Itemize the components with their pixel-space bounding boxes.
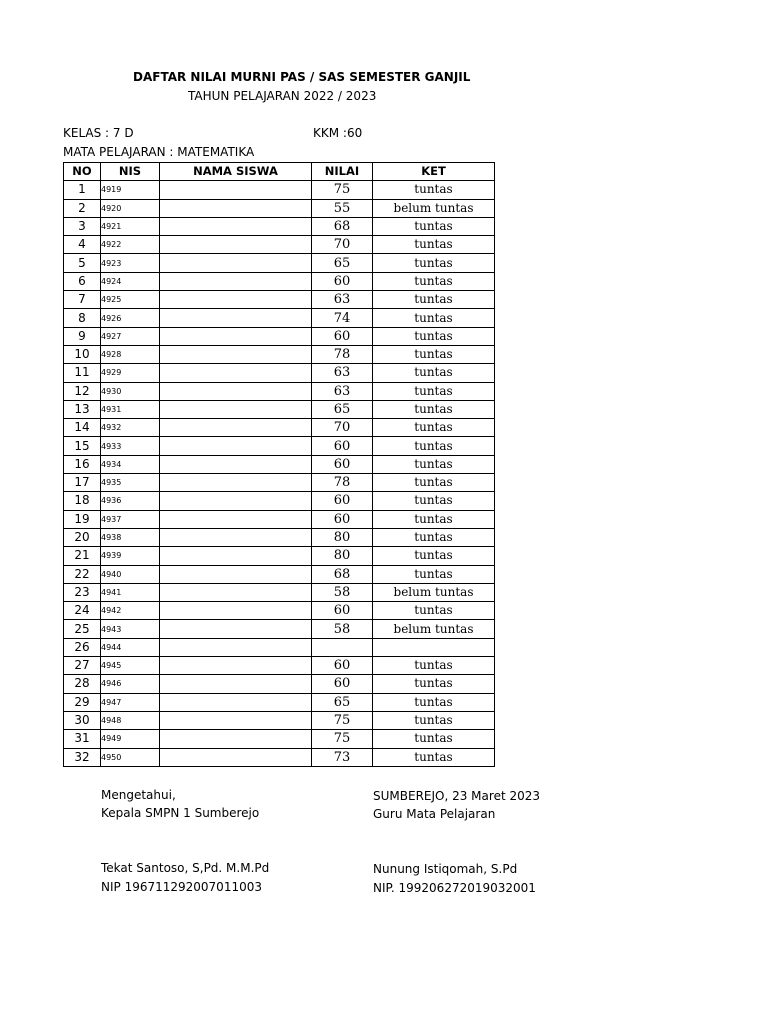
table-row: [64, 437, 495, 455]
table-row: [64, 565, 495, 583]
cell-nis: 4940: [101, 565, 160, 583]
cell-nama-siswa: [160, 547, 312, 565]
cell-no: 8: [64, 309, 101, 327]
cell-nis: 4932: [101, 419, 160, 437]
cell-nama-siswa: [160, 400, 312, 418]
teacher-name: Nunung Istiqomah, S.Pd: [373, 862, 518, 876]
cell-nis: 4929: [101, 364, 160, 382]
cell-no: 25: [64, 620, 101, 638]
cell-nilai: 63: [312, 382, 373, 400]
cell-nama-siswa: [160, 693, 312, 711]
table-row: [64, 455, 495, 473]
principal-title: Kepala SMPN 1 Sumberejo: [101, 806, 260, 820]
cell-nama-siswa: [160, 181, 312, 199]
cell-no: 22: [64, 565, 101, 583]
table-row: [64, 638, 495, 656]
cell-nis: 4923: [101, 254, 160, 272]
cell-nis: 4944: [101, 638, 160, 656]
cell-nama-siswa: [160, 382, 312, 400]
cell-ket: tuntas: [373, 217, 495, 235]
cell-nama-siswa: [160, 675, 312, 693]
cell-no: 21: [64, 547, 101, 565]
cell-nilai: 68: [312, 217, 373, 235]
cell-nilai: 65: [312, 693, 373, 711]
cell-no: 30: [64, 711, 101, 729]
cell-ket: tuntas: [373, 254, 495, 272]
kkm-label: KKM :60: [313, 126, 363, 140]
cell-nama-siswa: [160, 474, 312, 492]
cell-ket: tuntas: [373, 528, 495, 546]
cell-nilai: 60: [312, 492, 373, 510]
cell-nama-siswa: [160, 254, 312, 272]
cell-nilai: 68: [312, 565, 373, 583]
cell-nilai: [312, 638, 373, 656]
grades-table: [63, 162, 495, 767]
cell-nis: 4930: [101, 382, 160, 400]
table-row: [64, 474, 495, 492]
cell-nilai: 78: [312, 345, 373, 363]
cell-nis: 4946: [101, 675, 160, 693]
cell-ket: tuntas: [373, 657, 495, 675]
cell-ket: tuntas: [373, 455, 495, 473]
cell-nis: 4950: [101, 748, 160, 766]
cell-nama-siswa: [160, 217, 312, 235]
table-row: [64, 345, 495, 363]
cell-ket: tuntas: [373, 364, 495, 382]
cell-nama-siswa: [160, 528, 312, 546]
cell-nama-siswa: [160, 492, 312, 510]
cell-nilai: 60: [312, 675, 373, 693]
cell-nama-siswa: [160, 748, 312, 766]
cell-nilai: 60: [312, 602, 373, 620]
cell-nis: 4928: [101, 345, 160, 363]
cell-nilai: 80: [312, 528, 373, 546]
cell-nilai: 75: [312, 711, 373, 729]
academic-year: TAHUN PELAJARAN 2022 / 2023: [188, 89, 377, 103]
cell-no: 27: [64, 657, 101, 675]
cell-nama-siswa: [160, 236, 312, 254]
cell-no: 31: [64, 730, 101, 748]
cell-ket: tuntas: [373, 419, 495, 437]
cell-nama-siswa: [160, 437, 312, 455]
cell-nis: 4931: [101, 400, 160, 418]
column-header-no: NO: [64, 163, 101, 181]
cell-nama-siswa: [160, 455, 312, 473]
cell-nama-siswa: [160, 291, 312, 309]
cell-ket: belum tuntas: [373, 583, 495, 601]
cell-ket: tuntas: [373, 327, 495, 345]
table-row: [64, 547, 495, 565]
cell-nama-siswa: [160, 345, 312, 363]
cell-nis: 4933: [101, 437, 160, 455]
cell-ket: tuntas: [373, 272, 495, 290]
cell-nama-siswa: [160, 602, 312, 620]
cell-no: 15: [64, 437, 101, 455]
cell-nis: 4937: [101, 510, 160, 528]
column-header-nama-siswa: NAMA SISWA: [160, 163, 312, 181]
table-row: [64, 181, 495, 199]
cell-nilai: 74: [312, 309, 373, 327]
cell-nis: 4919: [101, 181, 160, 199]
acknowledged-label: Mengetahui,: [101, 788, 176, 802]
cell-no: 11: [64, 364, 101, 382]
cell-no: 24: [64, 602, 101, 620]
cell-ket: tuntas: [373, 291, 495, 309]
cell-nilai: 63: [312, 364, 373, 382]
place-date: SUMBEREJO, 23 Maret 2023: [373, 789, 541, 803]
table-row: [64, 657, 495, 675]
table-row: [64, 602, 495, 620]
cell-ket: tuntas: [373, 748, 495, 766]
cell-nilai: 60: [312, 327, 373, 345]
cell-nilai: 60: [312, 437, 373, 455]
cell-no: 32: [64, 748, 101, 766]
table-row: [64, 364, 495, 382]
table-row: [64, 675, 495, 693]
cell-ket: tuntas: [373, 382, 495, 400]
cell-nis: 4921: [101, 217, 160, 235]
document-title: DAFTAR NILAI MURNI PAS / SAS SEMESTER GANJIL: [133, 70, 471, 84]
cell-no: 16: [64, 455, 101, 473]
cell-ket: tuntas: [373, 510, 495, 528]
cell-nilai: 70: [312, 236, 373, 254]
cell-no: 9: [64, 327, 101, 345]
cell-no: 20: [64, 528, 101, 546]
cell-ket: tuntas: [373, 675, 495, 693]
cell-ket: tuntas: [373, 547, 495, 565]
cell-ket: tuntas: [373, 602, 495, 620]
cell-nilai: 58: [312, 583, 373, 601]
cell-no: 10: [64, 345, 101, 363]
cell-nama-siswa: [160, 565, 312, 583]
cell-no: 1: [64, 181, 101, 199]
cell-nilai: 65: [312, 254, 373, 272]
cell-no: 18: [64, 492, 101, 510]
cell-ket: tuntas: [373, 309, 495, 327]
teacher-nip: NIP. 199206272019032001: [373, 881, 536, 895]
cell-nis: 4948: [101, 711, 160, 729]
cell-nama-siswa: [160, 419, 312, 437]
cell-nilai: 58: [312, 620, 373, 638]
cell-nama-siswa: [160, 510, 312, 528]
cell-nis: 4925: [101, 291, 160, 309]
cell-nis: 4938: [101, 528, 160, 546]
class-label: KELAS : 7 D: [63, 126, 134, 140]
table-row: [64, 199, 495, 217]
cell-nama-siswa: [160, 364, 312, 382]
cell-nis: 4922: [101, 236, 160, 254]
cell-ket: belum tuntas: [373, 199, 495, 217]
cell-nama-siswa: [160, 199, 312, 217]
table-row: [64, 236, 495, 254]
cell-nama-siswa: [160, 657, 312, 675]
cell-ket: tuntas: [373, 437, 495, 455]
cell-nis: 4924: [101, 272, 160, 290]
cell-no: 6: [64, 272, 101, 290]
cell-nis: 4943: [101, 620, 160, 638]
table-row: [64, 748, 495, 766]
cell-no: 3: [64, 217, 101, 235]
cell-no: 7: [64, 291, 101, 309]
cell-no: 23: [64, 583, 101, 601]
table-row: [64, 711, 495, 729]
principal-name: Tekat Santoso, S,Pd. M.M.Pd: [101, 861, 270, 875]
cell-nama-siswa: [160, 638, 312, 656]
cell-ket: belum tuntas: [373, 620, 495, 638]
cell-nama-siswa: [160, 327, 312, 345]
cell-nis: 4926: [101, 309, 160, 327]
cell-nilai: 55: [312, 199, 373, 217]
cell-nilai: 60: [312, 272, 373, 290]
cell-ket: tuntas: [373, 181, 495, 199]
table-row: [64, 327, 495, 345]
table-row: [64, 730, 495, 748]
cell-no: 26: [64, 638, 101, 656]
cell-ket: tuntas: [373, 345, 495, 363]
cell-no: 2: [64, 199, 101, 217]
cell-no: 13: [64, 400, 101, 418]
teacher-title: Guru Mata Pelajaran: [373, 807, 496, 821]
cell-nis: 4935: [101, 474, 160, 492]
cell-nilai: 80: [312, 547, 373, 565]
cell-nis: 4936: [101, 492, 160, 510]
cell-nilai: 73: [312, 748, 373, 766]
cell-ket: tuntas: [373, 474, 495, 492]
cell-nama-siswa: [160, 620, 312, 638]
cell-nis: 4920: [101, 199, 160, 217]
table-row: [64, 510, 495, 528]
cell-nilai: 78: [312, 474, 373, 492]
table-row: [64, 382, 495, 400]
cell-no: 5: [64, 254, 101, 272]
cell-no: 28: [64, 675, 101, 693]
column-header-nilai: NILAI: [312, 163, 373, 181]
cell-ket: [373, 638, 495, 656]
cell-nis: 4942: [101, 602, 160, 620]
cell-no: 14: [64, 419, 101, 437]
table-header-row: [64, 163, 495, 181]
cell-nilai: 75: [312, 730, 373, 748]
cell-ket: tuntas: [373, 693, 495, 711]
cell-no: 4: [64, 236, 101, 254]
table-row: [64, 309, 495, 327]
cell-no: 12: [64, 382, 101, 400]
cell-nis: 4947: [101, 693, 160, 711]
table-body: [64, 181, 495, 767]
table-row: [64, 254, 495, 272]
cell-nama-siswa: [160, 730, 312, 748]
table-row: [64, 620, 495, 638]
cell-nis: 4939: [101, 547, 160, 565]
cell-ket: tuntas: [373, 236, 495, 254]
cell-nilai: 63: [312, 291, 373, 309]
column-header-nis: NIS: [101, 163, 160, 181]
table-row: [64, 400, 495, 418]
table-row: [64, 419, 495, 437]
table-row: [64, 492, 495, 510]
cell-ket: tuntas: [373, 730, 495, 748]
cell-ket: tuntas: [373, 565, 495, 583]
cell-no: 19: [64, 510, 101, 528]
cell-nilai: 60: [312, 455, 373, 473]
cell-nilai: 65: [312, 400, 373, 418]
cell-nilai: 60: [312, 510, 373, 528]
cell-nis: 4927: [101, 327, 160, 345]
cell-ket: tuntas: [373, 400, 495, 418]
principal-nip: NIP 196711292007011003: [101, 880, 262, 894]
cell-no: 29: [64, 693, 101, 711]
cell-nilai: 60: [312, 657, 373, 675]
table-row: [64, 272, 495, 290]
cell-nis: 4941: [101, 583, 160, 601]
cell-nama-siswa: [160, 711, 312, 729]
table-row: [64, 528, 495, 546]
cell-ket: tuntas: [373, 711, 495, 729]
cell-nilai: 70: [312, 419, 373, 437]
cell-nis: 4945: [101, 657, 160, 675]
cell-nama-siswa: [160, 583, 312, 601]
table-row: [64, 693, 495, 711]
table-row: [64, 291, 495, 309]
column-header-ket: KET: [373, 163, 495, 181]
cell-nama-siswa: [160, 309, 312, 327]
cell-nis: 4934: [101, 455, 160, 473]
table-row: [64, 217, 495, 235]
table-row: [64, 583, 495, 601]
cell-nis: 4949: [101, 730, 160, 748]
cell-nama-siswa: [160, 272, 312, 290]
cell-no: 17: [64, 474, 101, 492]
cell-ket: tuntas: [373, 492, 495, 510]
subject-label: MATA PELAJARAN : MATEMATIKA: [63, 145, 255, 159]
cell-nilai: 75: [312, 181, 373, 199]
